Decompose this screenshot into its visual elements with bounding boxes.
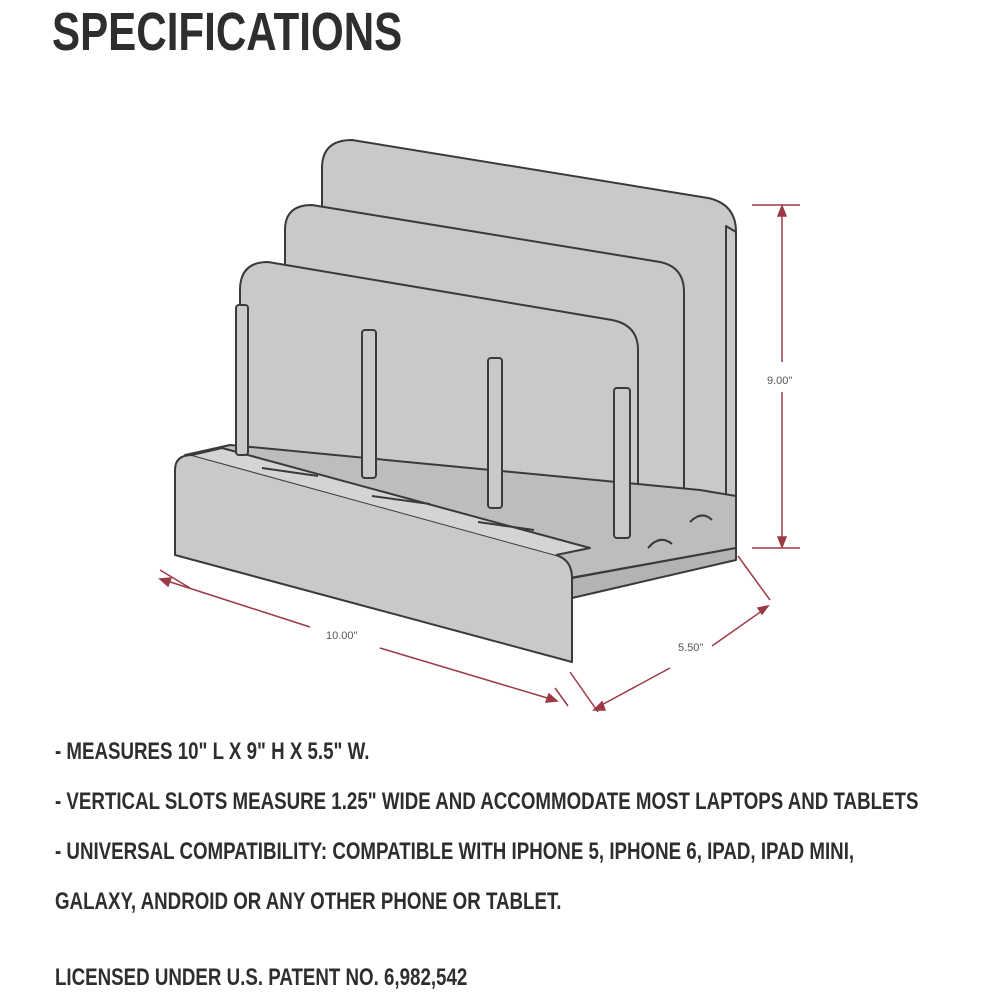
divider-3: [488, 358, 502, 508]
feature-item: - VERTICAL SLOTS MEASURE 1.25" WIDE AND ACCOMMODATE MOST LAPTOPS AND TABLETS: [55, 788, 919, 815]
height-label: 9.00": [767, 375, 793, 387]
width-label: 5.50": [678, 642, 704, 654]
divider-4: [614, 388, 630, 538]
divider-1: [236, 305, 248, 455]
length-label: 10.00": [326, 630, 358, 642]
patent-notice: LICENSED UNDER U.S. PATENT NO. 6,982,542: [55, 964, 468, 991]
feature-item: GALAXY, ANDROID OR ANY OTHER PHONE OR TABLET.: [55, 888, 562, 915]
feature-item: - MEASURES 10" L X 9" H X 5.5" W.: [55, 738, 370, 765]
divider-2: [362, 330, 376, 478]
page-title: SPECIFICATIONS: [52, 2, 403, 62]
feature-item: - UNIVERSAL COMPATIBILITY: COMPATIBLE WITH IPHONE 5, IPHONE 6, IPAD, IPAD MINI,: [55, 838, 855, 865]
product-illustration: [0, 100, 1000, 730]
